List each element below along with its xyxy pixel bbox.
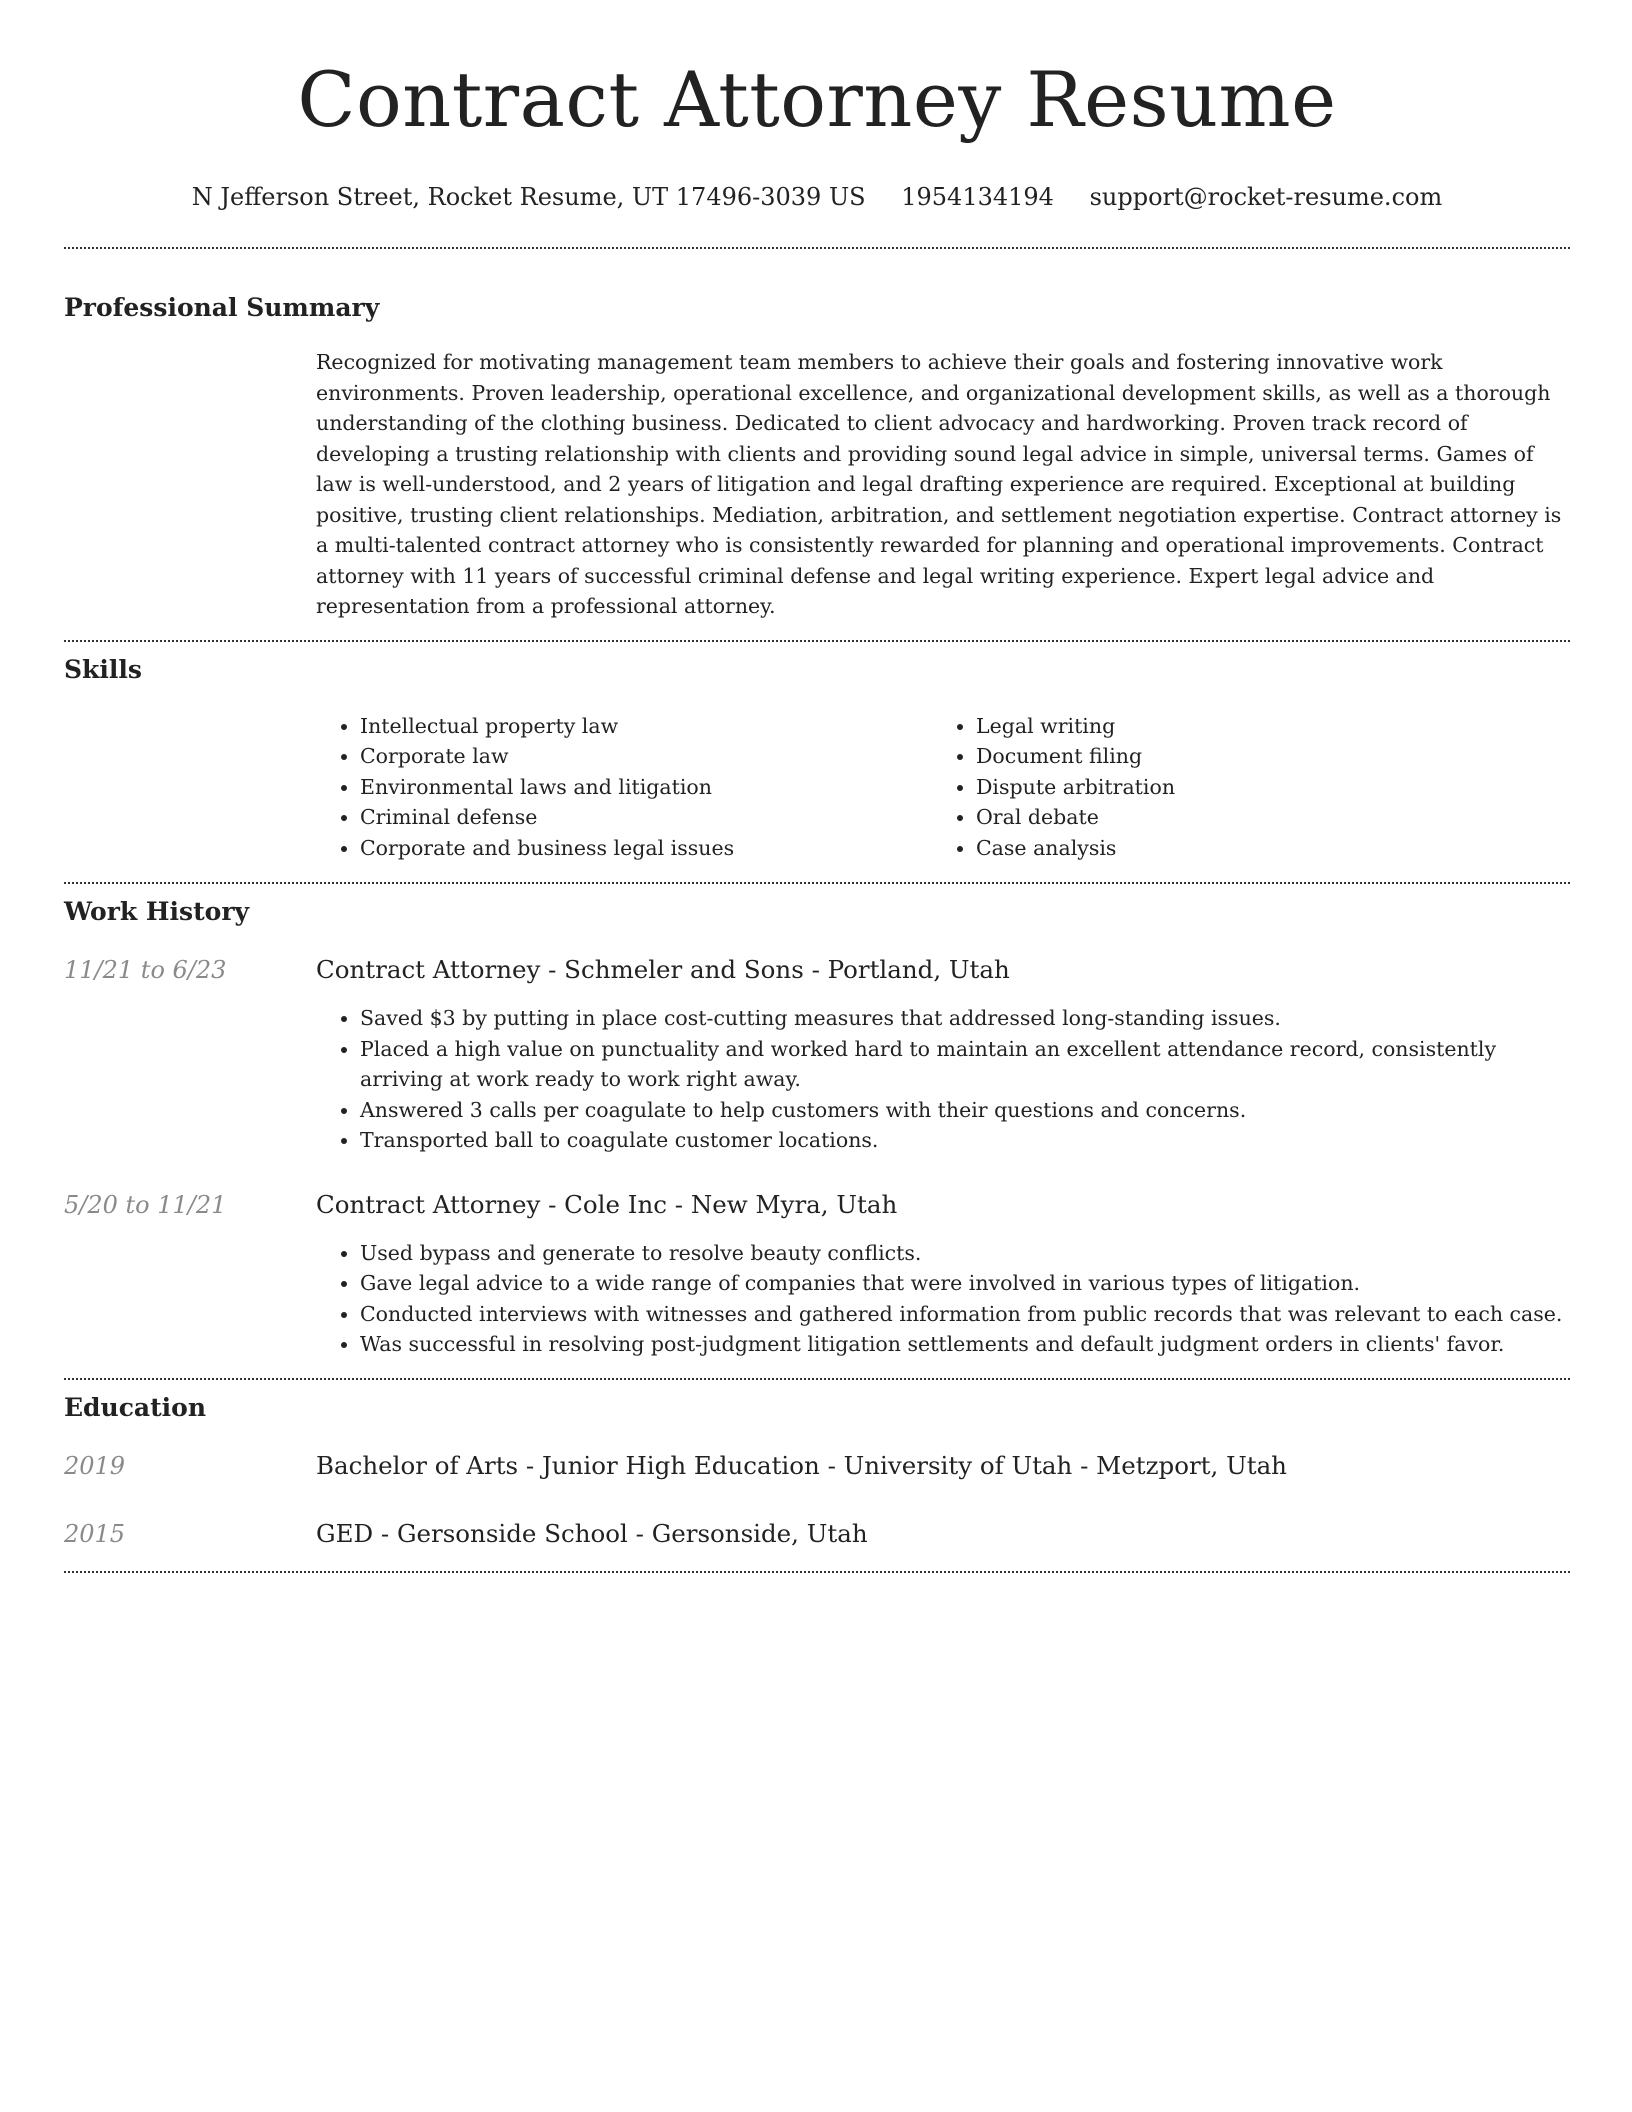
job-bullet: • Was successful in resolving post-judgment litigation settlements and default judgment orders in clients' favor. <box>360 1329 1570 1360</box>
education-entry <box>64 1450 1570 1482</box>
skill-item: • Intellectual property law <box>360 711 932 742</box>
skills-heading: Skills <box>64 654 142 684</box>
skill-item: • Environmental laws and litigation <box>360 772 932 803</box>
education-heading: Education <box>64 1392 207 1422</box>
resume-page <box>64 0 1570 1573</box>
job-body <box>316 1003 1570 1156</box>
job-header <box>64 1189 1570 1221</box>
job-bullet: • Conducted interviews with witnesses and gathered information from public records that was relevant to each case. <box>360 1299 1570 1330</box>
skills-section <box>64 654 1570 864</box>
skill-item: • Dispute arbitration <box>976 772 1548 803</box>
skill-item: • Legal writing <box>976 711 1548 742</box>
email-link[interactable]: support@rocket-resume.com <box>1089 183 1443 211</box>
skill-item: • Document filing <box>976 741 1548 772</box>
skill-item: • Criminal defense <box>360 802 932 833</box>
job-bullet: • Gave legal advice to a wide range of companies that were involved in various types of litigation. <box>360 1268 1570 1299</box>
skill-item: • Oral debate <box>976 802 1548 833</box>
summary-divider <box>64 640 1570 642</box>
job-title: Contract Attorney - Cole Inc - New Myra, Utah <box>316 1189 898 1219</box>
skills-grid <box>316 711 1570 864</box>
job-bullets <box>316 1238 1570 1360</box>
header-divider <box>64 247 1570 249</box>
job-bullet: • Used bypass and generate to resolve beauty conflicts. <box>360 1238 1570 1269</box>
job-dates: 11/21 to 6/23 <box>64 956 227 984</box>
address-text: N Jefferson Street, Rocket Resume, UT 17496-3039 US <box>191 183 866 211</box>
skills-divider <box>64 882 1570 884</box>
education-entry <box>64 1518 1570 1550</box>
job-bullet: • Answered 3 calls per coagulate to help customers with their questions and concerns. <box>360 1095 1570 1126</box>
skill-item: • Corporate law <box>360 741 932 772</box>
job-bullet: • Placed a high value on punctuality and worked hard to maintain an excellent attendance record, consistently arriving at work ready to work right away. <box>360 1034 1570 1095</box>
phone-text: 1954134194 <box>901 183 1054 211</box>
education-divider <box>64 1571 1570 1573</box>
job-entry <box>64 954 1570 1156</box>
education-text: Bachelor of Arts - Junior High Education - University of Utah - Metzport, Utah <box>316 1450 1287 1480</box>
summary-body <box>316 347 1570 622</box>
work-divider <box>64 1378 1570 1380</box>
job-bullets <box>316 1003 1570 1156</box>
job-body <box>316 1238 1570 1360</box>
summary-section <box>64 292 1570 622</box>
job-bullet: • Transported ball to coagulate customer locations. <box>360 1125 1570 1156</box>
education-section <box>64 1392 1570 1550</box>
job-entry <box>64 1189 1570 1360</box>
education-year: 2015 <box>64 1519 126 1548</box>
job-header <box>64 954 1570 986</box>
job-title: Contract Attorney - Schmeler and Sons - Portland, Utah <box>316 955 1010 984</box>
job-dates: 5/20 to 11/21 <box>64 1190 227 1219</box>
summary-heading: Professional Summary <box>64 293 380 322</box>
education-year: 2019 <box>64 1451 126 1480</box>
job-bullet: • Saved $3 by putting in place cost-cutting measures that addressed long-standing issues. <box>360 1003 1570 1034</box>
skills-list-left <box>316 711 932 864</box>
skill-item: • Case analysis <box>976 833 1548 864</box>
education-text: GED - Gersonside School - Gersonside, Utah <box>316 1518 868 1548</box>
summary-text: Recognized for motivating management team members to achieve their goals and fostering innovative work environments. Proven leadership, operational excellence, and organizational development skills, as well as a thorough understanding of the clothing business. Dedicated to client advocacy and hardworking. Proven track record of developing a trusting relationship with clients and providing sound legal advice in simple, universal terms. Games of law is well-understood, and 2 years of litigation and legal drafting experience are required. Exceptional at building positive, trusting client relationships. Mediation, arbitration, and settlement negotiation expertise. Contract attorney is a multi-talented contract attorney who is consistently rewarded for planning and operational improvements. Contract attorney with 11 years of successful criminal defense and legal writing experience. Expert legal advice and representation from a professional attorney. <box>316 350 1562 618</box>
skill-item: • Corporate and business legal issues <box>360 833 932 864</box>
work-heading: Work History <box>64 897 250 926</box>
skills-list-right <box>932 711 1548 864</box>
resume-title: Contract Attorney Resume <box>297 55 1337 144</box>
contact-line <box>64 182 1570 212</box>
work-section <box>64 896 1570 1360</box>
